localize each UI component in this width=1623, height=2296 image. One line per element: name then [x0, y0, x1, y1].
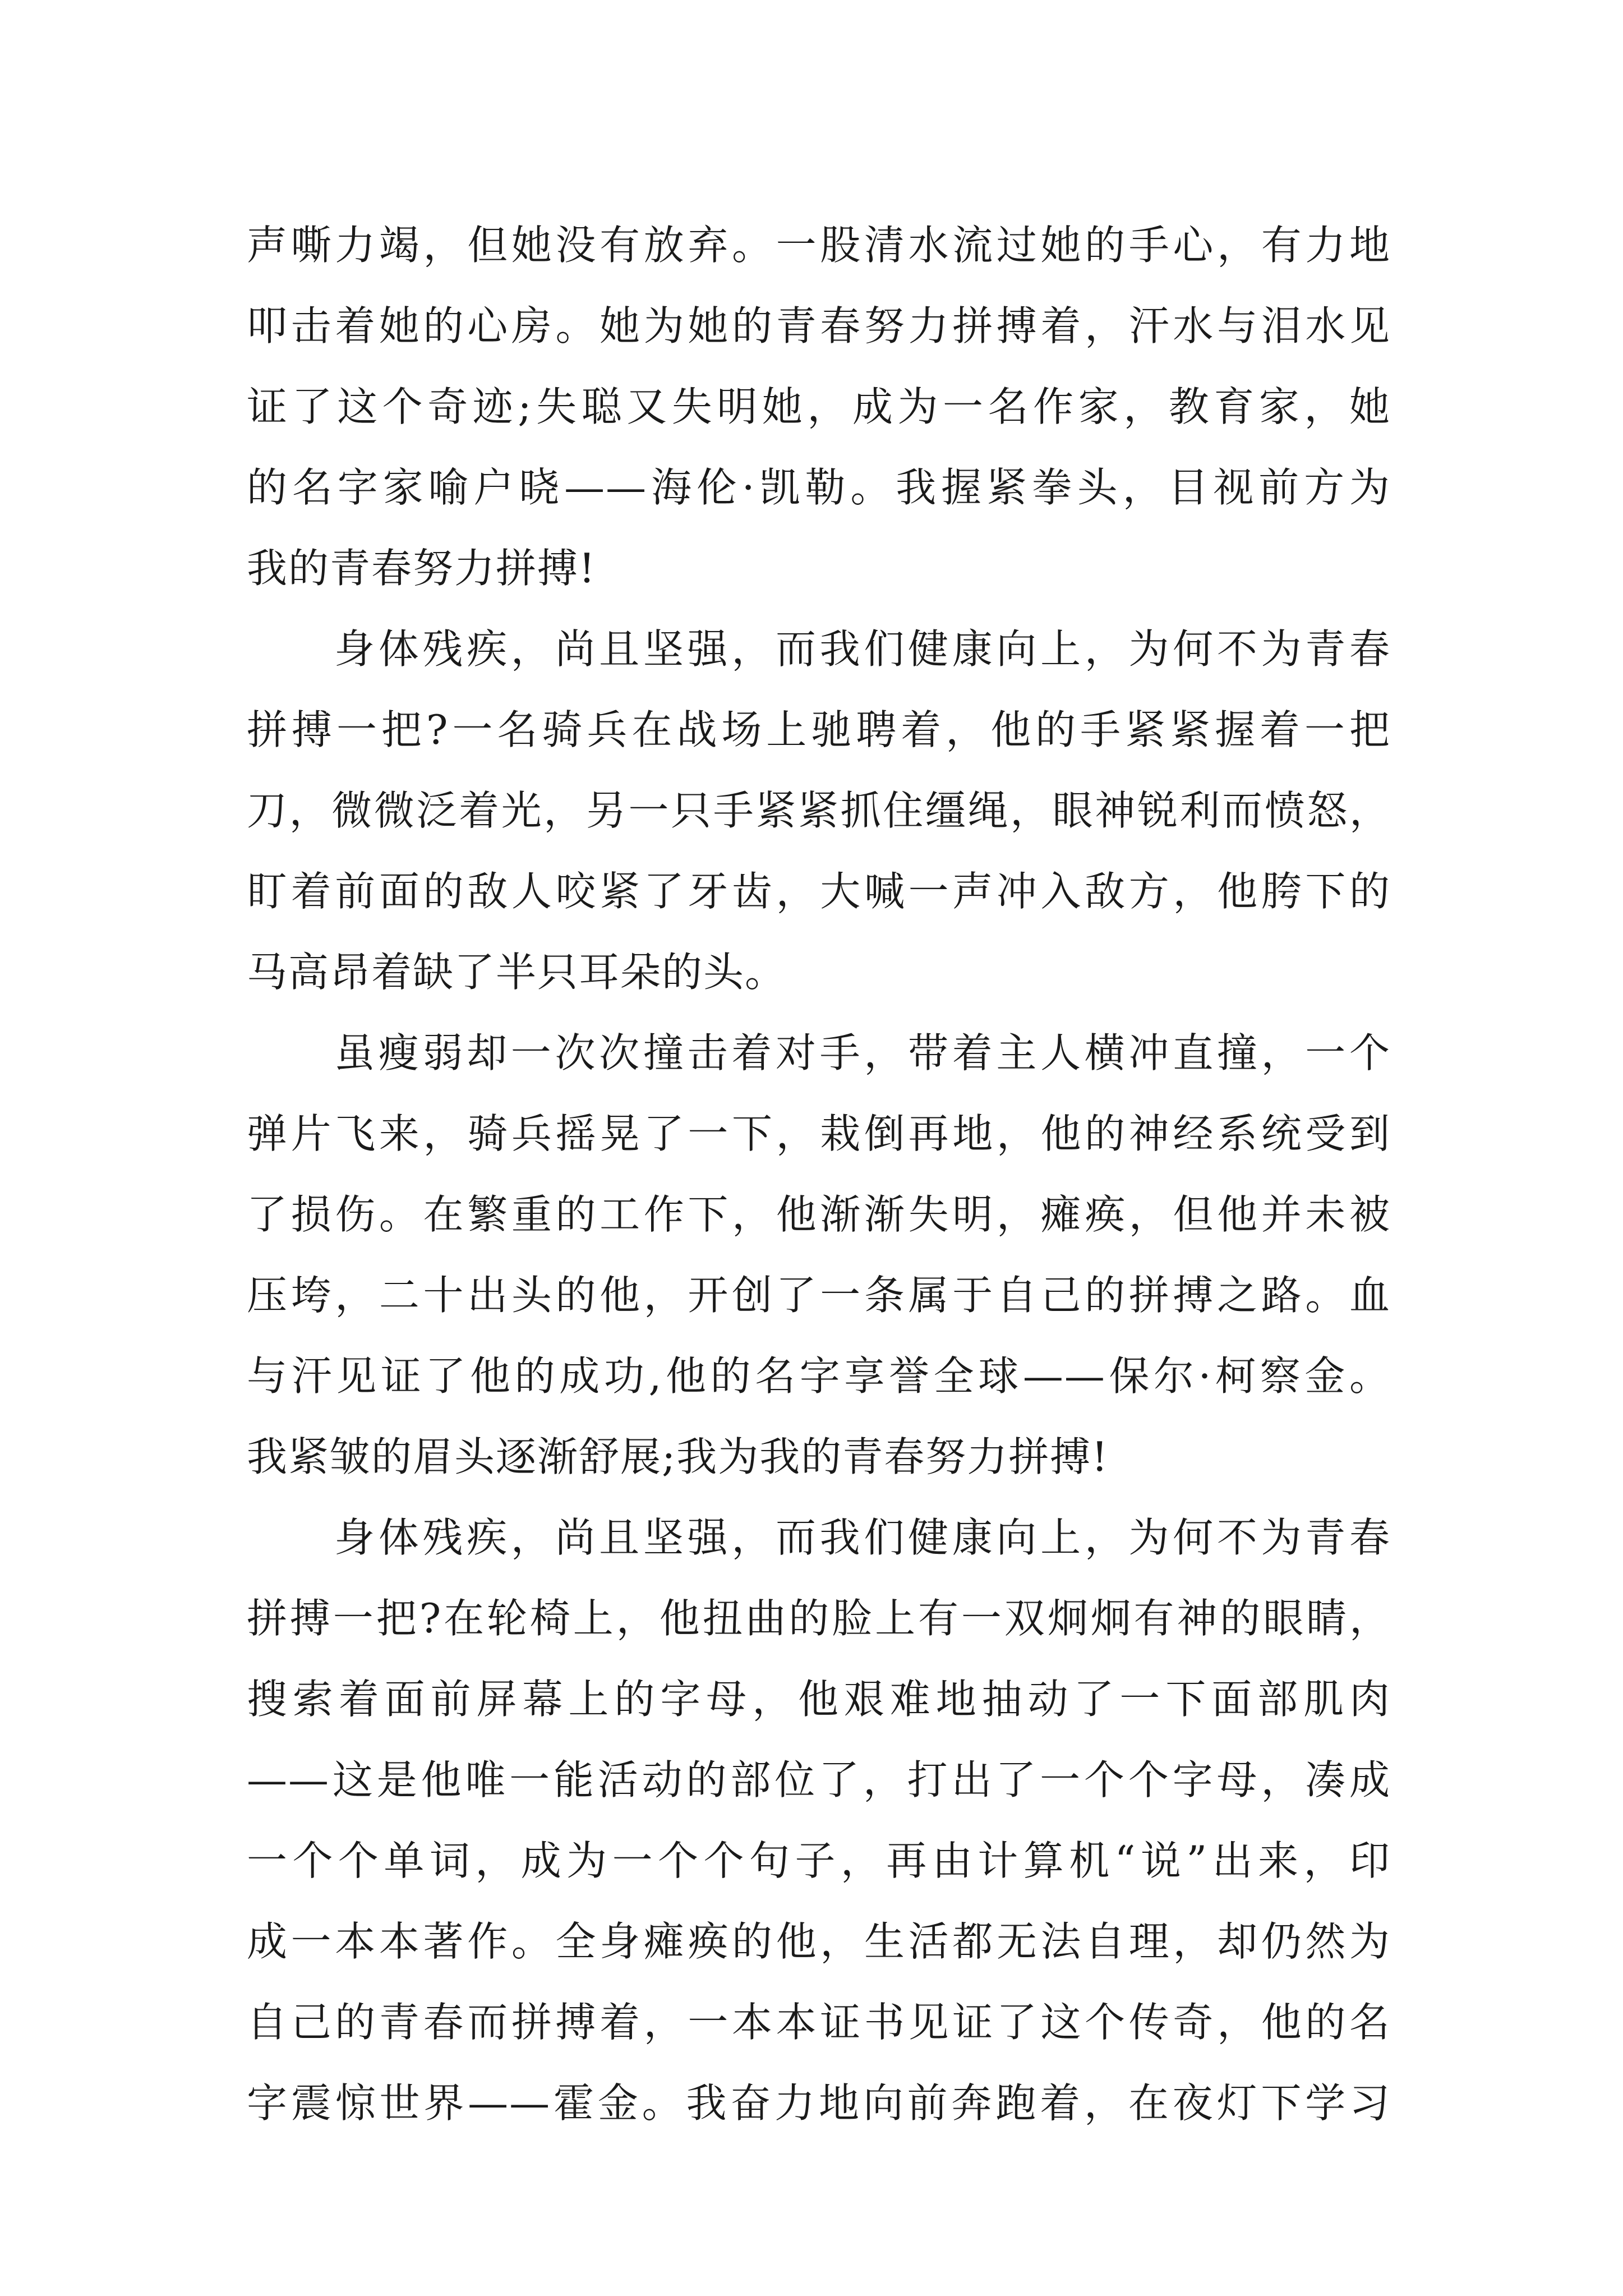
text-line: 盯着前面的敌人咬紧了牙齿，大喊一声冲入敌方，他胯下的 [247, 868, 1391, 915]
text-line: 字震惊世界——霍金。我奋力地向前奔跑着，在夜灯下学习 [247, 2079, 1391, 2127]
paragraph-start-line: 身体残疾，尚且坚强，而我们健康向上，为何不为青春 [334, 625, 1391, 673]
text-line: 马高昂着缺了半只耳朵的头。 [247, 949, 787, 996]
text-line: 与汗见证了他的成功,他的名字享誉全球——保尔·柯察金。 [247, 1352, 1391, 1400]
text-line: 刀，微微泛着光，另一只手紧紧抓住缰绳，眼神锐利而愤怒， [247, 787, 1391, 834]
text-line: 自己的青春而拼搏着，一本本证书见证了这个传奇，他的名 [247, 1999, 1391, 2046]
text-line: 了损伤。在繁重的工作下，他渐渐失明，瘫痪，但他并未被 [247, 1191, 1391, 1238]
text-line: 拼搏一把?一名骑兵在战场上驰聘着，他的手紧紧握着一把 [247, 706, 1391, 753]
text-line: 一个个单词，成为一个个句子，再由计算机“说”出来，印 [247, 1837, 1391, 1884]
text-line: 我紧皱的眉头逐渐舒展;我为我的青春努力拼搏! [247, 1433, 1109, 1480]
text-line: 压垮，二十出头的他，开创了一条属于自己的拼搏之路。血 [247, 1272, 1391, 1319]
text-line: 拼搏一把?在轮椅上，他扭曲的脸上有一双炯炯有神的眼睛， [247, 1595, 1391, 1642]
text-line: 弹片飞来，骑兵摇晃了一下，栽倒再地，他的神经系统受到 [247, 1110, 1391, 1157]
text-line: 声嘶力竭，但她没有放弃。一股清水流过她的手心，有力地 [247, 222, 1391, 269]
paragraph-start-line: 虽瘦弱却一次次撞击着对手，带着主人横冲直撞，一个 [334, 1029, 1391, 1076]
text-line: 成一本本著作。全身瘫痪的他，生活都无法自理，却仍然为 [247, 1918, 1391, 1965]
text-line: 证了这个奇迹;失聪又失明她，成为一名作家，教育家，她 [247, 383, 1391, 430]
text-line: ——这是他唯一能活动的部位了，打出了一个个字母，凑成 [247, 1756, 1391, 1803]
text-line: 叩击着她的心房。她为她的青春努力拼搏着，汗水与泪水见 [247, 302, 1391, 349]
text-line: 的名字家喻户晓——海伦·凯勒。我握紧拳头，目视前方为 [247, 464, 1391, 511]
text-line: 我的青春努力拼搏! [247, 545, 596, 592]
paragraph-start-line: 身体残疾，尚且坚强，而我们健康向上，为何不为青春 [334, 1514, 1391, 1561]
text-line: 搜索着面前屏幕上的字母，他艰难地抽动了一下面部肌肉 [247, 1676, 1391, 1723]
body-text [247, 205, 1391, 2143]
